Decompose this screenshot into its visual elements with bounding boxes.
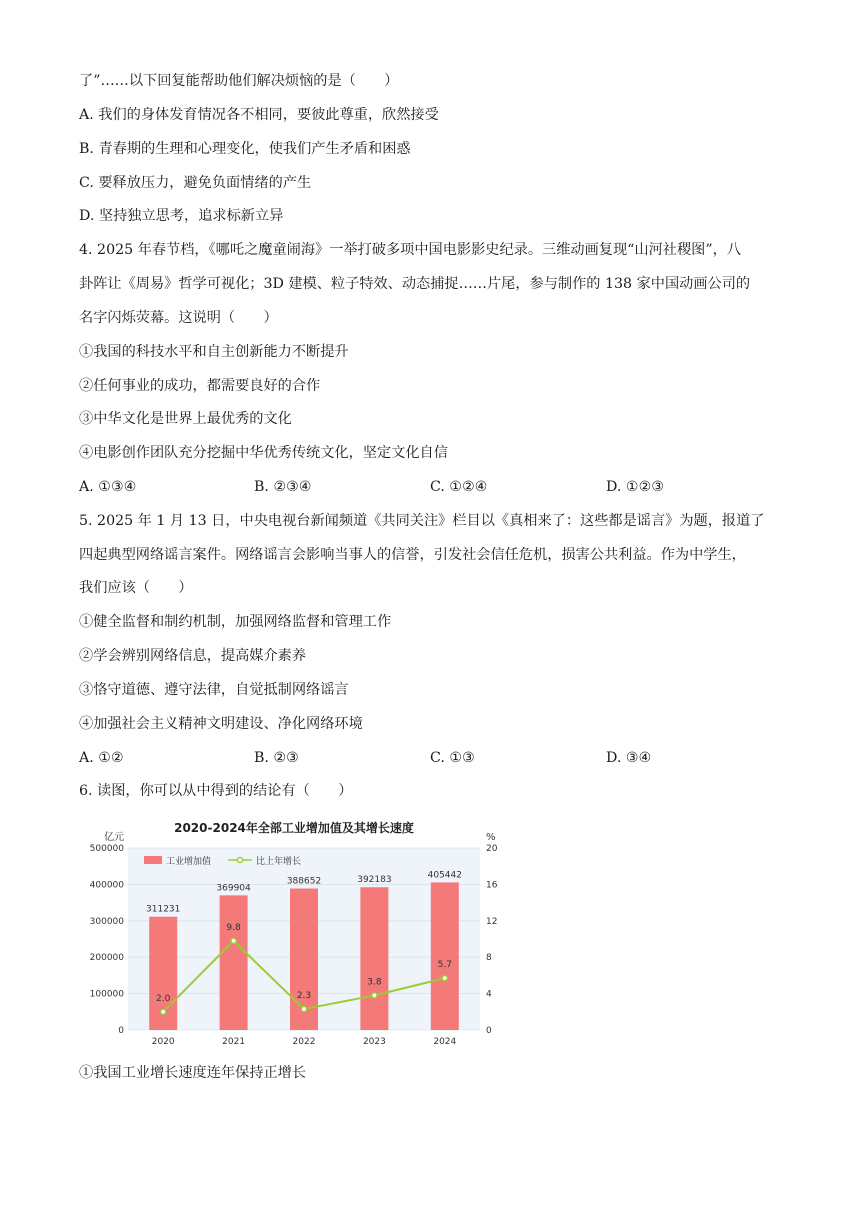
left-axis-unit: 亿元 bbox=[104, 832, 124, 843]
right-axis-unit: % bbox=[486, 832, 496, 843]
x-tick-2020: 2020 bbox=[151, 1037, 175, 1047]
q4-choice-c: C. ①②④ bbox=[430, 479, 488, 495]
bar-2024 bbox=[431, 882, 459, 1030]
q4-statement-3: ③中华文化是世界上最优秀的文化 bbox=[79, 411, 292, 427]
q4-choice-a: A. ①③④ bbox=[79, 479, 137, 495]
bar-label-2023: 392183 bbox=[357, 875, 392, 886]
y-tick-right: 16 bbox=[486, 880, 498, 891]
q4-statement-2: ②任何事业的成功，都需要良好的合作 bbox=[79, 378, 321, 394]
q5-stem-line-3: 我们应该（ ） bbox=[79, 580, 193, 596]
y-tick-right: 12 bbox=[486, 916, 498, 927]
y-tick-left: 0 bbox=[118, 1026, 124, 1036]
growth-point-2023 bbox=[372, 993, 377, 998]
growth-label-2022: 2.3 bbox=[296, 991, 312, 1002]
q3-option-a: A. 我们的身体发育情况各不相同，要彼此尊重，欣然接受 bbox=[79, 107, 439, 123]
bar-2023 bbox=[360, 887, 388, 1030]
q5-statement-2: ②学会辨别网络信息，提高媒介素养 bbox=[79, 648, 307, 664]
q3-stem-tail: 了”……以下回复能帮助他们解决烦恼的是（ ） bbox=[79, 73, 399, 89]
x-tick-2022: 2022 bbox=[292, 1037, 316, 1047]
q5-stem-line-2: 四起典型网络谣言案件。网络谣言会影响当事人的信誉，引发社会信任危机，损害公共利益。作为中学生， bbox=[79, 547, 746, 563]
q5-statement-4: ④加强社会主义精神文明建设、净化网络环境 bbox=[79, 716, 363, 732]
q4-choice-b: B. ②③④ bbox=[254, 479, 312, 495]
growth-point-2022 bbox=[301, 1006, 306, 1011]
legend-line-marker bbox=[237, 857, 242, 862]
y-tick-left: 300000 bbox=[89, 916, 124, 927]
q4-statement-1: ①我国的科技水平和自主创新能力不断提升 bbox=[79, 344, 349, 360]
y-tick-right: 0 bbox=[486, 1026, 492, 1036]
q5-choice-b: B. ②③ bbox=[254, 750, 299, 766]
legend-bar-swatch bbox=[144, 856, 162, 864]
industry-value-chart bbox=[86, 812, 504, 1052]
y-tick-right: 4 bbox=[486, 989, 492, 1000]
q3-option-b: B. 青春期的生理和心理变化，使我们产生矛盾和困惑 bbox=[79, 141, 411, 157]
y-tick-right: 8 bbox=[486, 953, 492, 964]
q5-choice-a: A. ①② bbox=[79, 750, 124, 766]
q4-stem-line-3: 名字闪烁荧幕。这说明（ ） bbox=[79, 310, 278, 326]
legend-line-label: 比上年增长 bbox=[256, 857, 302, 867]
y-tick-left: 500000 bbox=[89, 844, 124, 854]
q5-statement-1: ①健全监督和制约机制，加强网络监督和管理工作 bbox=[79, 614, 392, 630]
growth-label-2020: 2.0 bbox=[156, 993, 171, 1004]
legend-bar-label: 工业增加值 bbox=[166, 857, 212, 867]
q4-stem-line-2: 卦阵让《周易》哲学可视化；3D 建模、粒子特效、动态捕捉……片尾，参与制作的 138 家中国动画公司的 bbox=[79, 276, 751, 292]
bar-label-2021: 369904 bbox=[216, 883, 251, 894]
q6-stem: 6. 读图，你可以从中得到的结论有（ ） bbox=[79, 783, 353, 799]
q5-stem-line-1: 5. 2025 年 1 月 13 日，中央电视台新闻频道《共同关注》栏目以《真相来了：这些都是谣言》为题，报道了 bbox=[79, 513, 765, 529]
bar-label-2024: 405442 bbox=[427, 870, 462, 881]
growth-label-2024: 5.7 bbox=[437, 960, 452, 971]
x-tick-2021: 2021 bbox=[222, 1037, 246, 1047]
x-tick-2023: 2023 bbox=[362, 1037, 386, 1047]
bar-label-2020: 311231 bbox=[146, 904, 181, 915]
bar-2021 bbox=[220, 895, 248, 1030]
q5-choice-d: D. ③④ bbox=[606, 750, 652, 766]
y-tick-left: 100000 bbox=[89, 989, 124, 1000]
growth-point-2024 bbox=[442, 976, 447, 981]
x-tick-2024: 2024 bbox=[433, 1037, 457, 1047]
q5-choice-c: C. ①③ bbox=[430, 750, 475, 766]
q5-statement-3: ③恪守道德、遵守法律，自觉抵制网络谣言 bbox=[79, 682, 349, 698]
q6-statement-1: ①我国工业增长速度连年保持正增长 bbox=[79, 1065, 307, 1081]
q4-stem-line-1: 4. 2025 年春节档，《哪吒之魔童闹海》一举打破多项中国电影影史纪录。三维动画复现“山河社稷图”，八 bbox=[79, 242, 741, 258]
y-tick-left: 200000 bbox=[89, 953, 124, 964]
growth-point-2020 bbox=[161, 1009, 166, 1014]
q4-statement-4: ④电影创作团队充分挖掘中华优秀传统文化，坚定文化自信 bbox=[79, 445, 448, 461]
growth-label-2021: 9.8 bbox=[226, 922, 241, 933]
bar-label-2022: 388652 bbox=[286, 876, 322, 887]
chart-svg bbox=[86, 812, 504, 1052]
y-tick-left: 400000 bbox=[89, 880, 124, 891]
q3-option-c: C. 要释放压力，避免负面情绪的产生 bbox=[79, 175, 312, 191]
growth-point-2021 bbox=[231, 938, 236, 943]
chart-title: 2020-2024年全部工业增加值及其增长速度 bbox=[174, 821, 414, 835]
q4-choice-d: D. ①②③ bbox=[606, 479, 665, 495]
y-tick-right: 20 bbox=[486, 844, 498, 854]
q3-option-d: D. 坚持独立思考，追求标新立异 bbox=[79, 208, 284, 224]
growth-label-2023: 3.8 bbox=[367, 977, 382, 988]
